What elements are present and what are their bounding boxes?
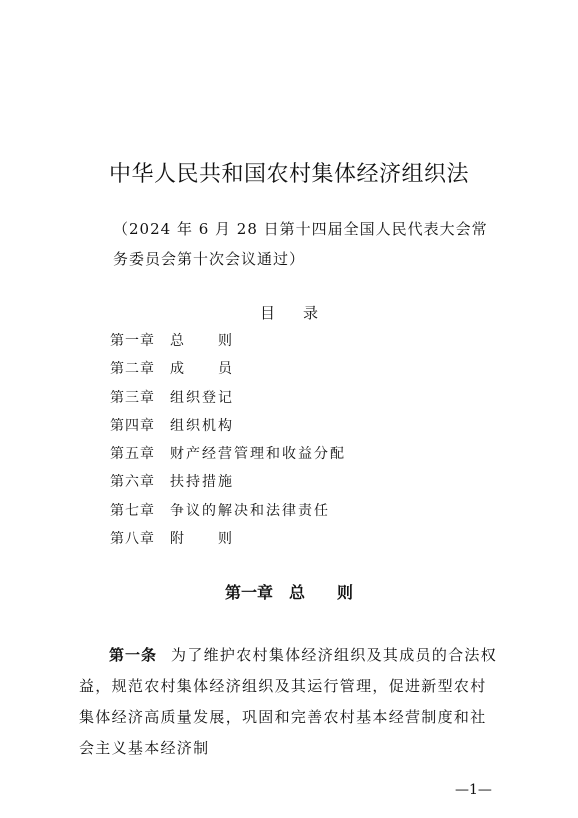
toc-item-name: 附 则 (170, 531, 234, 548)
chapter-heading: 第一章 总 则 (224, 583, 353, 602)
adoption-note: （2024 年 6 月 28 日第十四届全国人民代表大会常务委员会第十次会议通过） (113, 220, 488, 268)
article-paragraph (79, 640, 499, 764)
toc-item-name: 组织机构 (170, 417, 234, 434)
toc-item (110, 412, 346, 440)
article-number: 第一条 (109, 646, 158, 664)
toc-item-number: 第五章 (110, 446, 155, 463)
document-title: 中华人民共和国农村集体经济组织法 (108, 162, 469, 187)
toc-item (110, 440, 346, 468)
toc-item-number: 第四章 (110, 417, 155, 434)
toc-item-name: 争议的解决和法律责任 (170, 502, 330, 519)
toc-item (110, 327, 346, 355)
toc-item-name: 总 则 (170, 333, 234, 349)
toc-item-name: 财产经营管理和收益分配 (170, 446, 346, 463)
toc-item-number: 第一章 (110, 333, 155, 349)
toc-item-number: 第七章 (110, 502, 155, 519)
toc-heading: 目录 (259, 304, 346, 322)
toc-item-number: 第六章 (110, 474, 155, 491)
toc-item (110, 525, 346, 553)
toc-item (110, 497, 346, 525)
toc-item-name: 组织登记 (170, 389, 234, 406)
table-of-contents (110, 327, 346, 553)
toc-item-number: 第八章 (110, 531, 155, 548)
article-text: 为了维护农村集体经济组织及其成员的合法权益，规范农村集体经济组织及其运行管理，促进新型农村集体经济高质量发展，巩固和完善农村基本经营制度和社会主义基本经济制 (79, 646, 498, 757)
toc-item-number: 第三章 (110, 389, 155, 406)
toc-item (110, 355, 346, 383)
toc-item-number: 第二章 (110, 361, 155, 378)
toc-item (110, 468, 346, 496)
toc-item-name: 成 员 (170, 361, 234, 378)
page-number: —1— (455, 782, 492, 798)
toc-item (110, 384, 346, 412)
toc-item-name: 扶持措施 (170, 474, 234, 491)
